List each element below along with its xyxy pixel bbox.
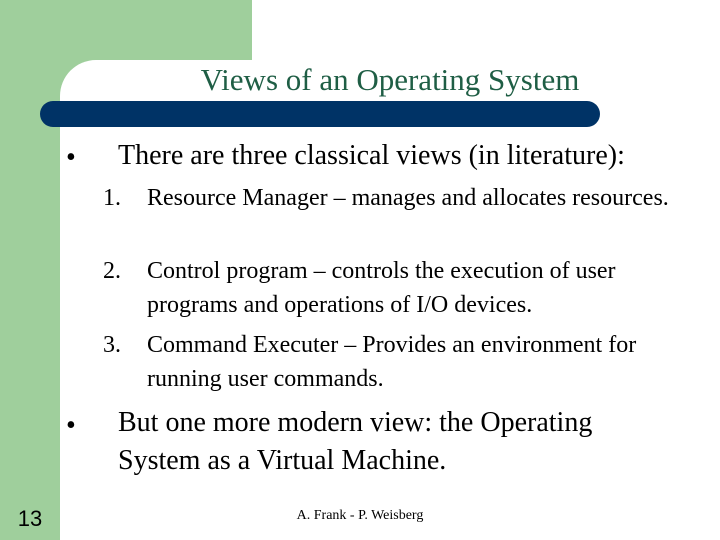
footer-credit: A. Frank - P. Weisberg (296, 508, 424, 523)
bullet-marker: • (66, 410, 76, 441)
numbered-marker: 2. (103, 258, 121, 284)
slide-number: 13 (17, 506, 43, 531)
bullet-text: There are three classical views (in literature): (118, 140, 625, 171)
numbered-marker: 3. (103, 332, 121, 358)
slide-title: Views of an Operating System (200, 62, 580, 97)
green-frame-left (0, 0, 60, 540)
bullet-marker: • (66, 142, 76, 173)
title-underline-bar (40, 101, 600, 127)
numbered-item-text: Command Executer – Provides an environment for running user commands. (147, 332, 637, 392)
bullet-text: But one more modern view: the Operating System as a Virtual Machine. (118, 407, 593, 476)
numbered-item-text: Control program – controls the execution of user programs and operations of I/O devices. (147, 258, 616, 318)
numbered-item-text: Resource Manager – manages and allocates resources. (147, 185, 669, 211)
numbered-marker: 1. (103, 185, 121, 211)
